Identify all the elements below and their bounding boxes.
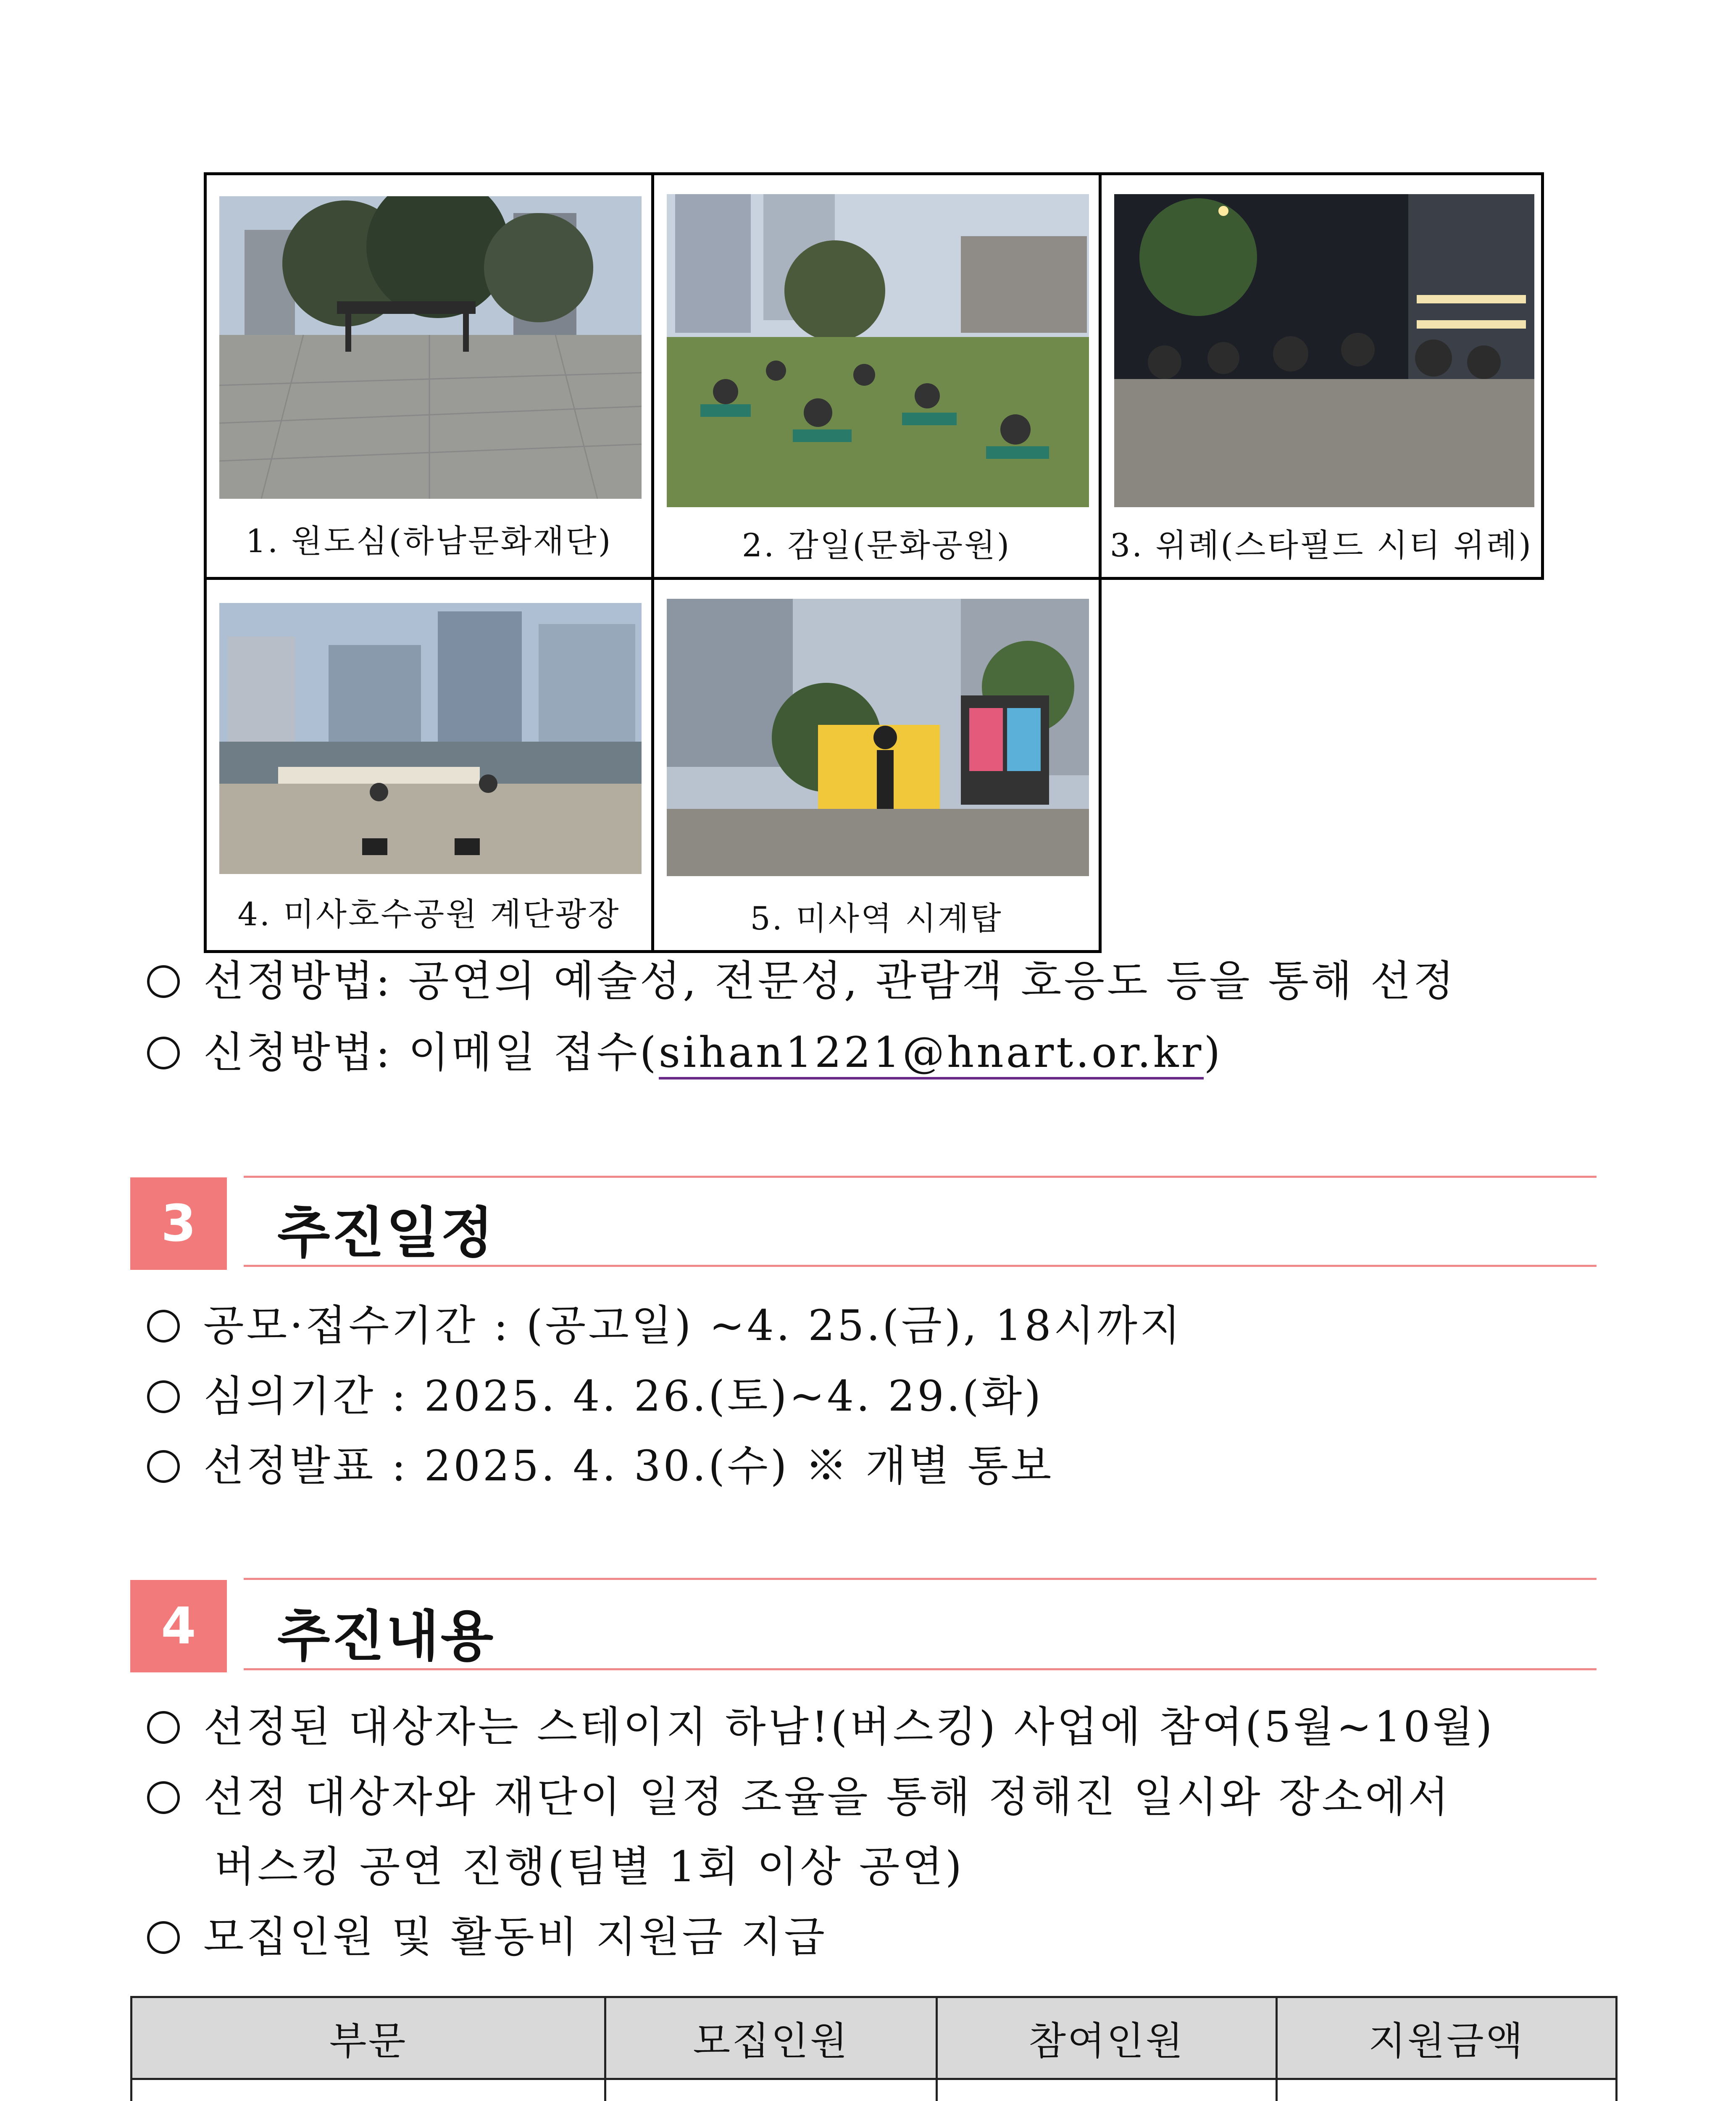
cell-participants — [936, 2079, 1276, 2101]
bullet-circle-icon — [147, 1380, 180, 1413]
section-3-top-rule — [244, 1176, 1597, 1178]
cell-recruit-count — [605, 2079, 937, 2101]
cell-category — [132, 2079, 605, 2101]
section-4-top-rule — [244, 1578, 1597, 1580]
content-item-1: 선정된 대상자는 스테이지 하남!(버스킹) 사업에 참여(5월~10월) — [147, 1700, 1495, 1754]
email-link[interactable]: sihan1221@hnart.or.kr — [659, 1028, 1204, 1079]
table-row — [132, 2079, 1617, 2101]
photo-cell-3 — [1099, 172, 1544, 580]
schedule-item-2: 심의기간 : 2025. 4. 26.(토)~4. 29.(화) — [147, 1369, 1043, 1424]
photo-misa-station — [667, 599, 1089, 876]
header-category: 부문 — [132, 1997, 605, 2079]
section-4-number: 4 — [130, 1580, 227, 1672]
section-3-number: 3 — [130, 1177, 227, 1270]
bullet-circle-icon — [147, 965, 180, 998]
photo-cell-4 — [204, 577, 654, 953]
photo-cell-2 — [651, 172, 1102, 580]
schedule-item-3: 선정발표 : 2025. 4. 30.(수) ※ 개별 통보 — [147, 1439, 1054, 1493]
bullet-circle-icon — [147, 1037, 180, 1069]
cell-support-amount — [1276, 2079, 1616, 2101]
photo-cell-1 — [204, 172, 654, 580]
recruitment-table — [130, 1996, 1618, 2101]
bullet-circle-icon — [147, 1450, 180, 1483]
bullet-circle-icon — [147, 1781, 180, 1814]
header-participants: 참여인원 — [936, 1997, 1276, 2079]
photo-caption-1: 1. 원도심(하남문화재단) — [245, 522, 613, 560]
bullet-circle-icon — [147, 1310, 180, 1343]
photo-caption-4: 4. 미사호수공원 계단광장 — [237, 895, 621, 933]
photo-cell-5 — [651, 577, 1102, 953]
table-header-row — [132, 1997, 1617, 2079]
bullet-circle-icon — [147, 1921, 180, 1954]
content-item-3: 모집인원 및 활동비 지원금 지급 — [147, 1910, 827, 1964]
photo-gamil — [667, 194, 1089, 507]
application-method: 신청방법: 이메일 접수(sihan1221@hnart.or.kr) — [147, 1025, 1223, 1080]
header-recruit-count: 모집인원 — [605, 1997, 937, 2079]
schedule-item-1: 공모·접수기간 : (공고일) ~4. 25.(금), 18시까지 — [147, 1298, 1183, 1353]
section-3-bottom-rule — [244, 1265, 1597, 1267]
photo-caption-2: 2. 감일(문화공원) — [742, 527, 1011, 564]
bullet-circle-icon — [147, 1711, 180, 1744]
section-3-title: 추진일정 — [277, 1201, 495, 1265]
content-item-2-continuation: 버스킹 공연 진행(팀별 1회 이상 공연) — [214, 1842, 964, 1891]
photo-wondosim — [219, 196, 642, 499]
selection-method: 선정방법: 공연의 예술성, 전문성, 관람객 호응도 등을 통해 선정 — [147, 954, 1457, 1008]
section-4-bottom-rule — [244, 1668, 1597, 1670]
header-support-amount: 지원금액 — [1276, 1997, 1616, 2079]
section-4-title: 추진내용 — [277, 1604, 495, 1668]
photo-misa-lake — [219, 603, 642, 874]
photo-caption-5: 5. 미사역 시계탑 — [750, 900, 1003, 937]
photo-caption-3: 3. 위례(스타필드 시티 위례) — [1110, 527, 1533, 564]
photo-wirye — [1114, 194, 1534, 507]
content-item-2: 선정 대상자와 재단이 일정 조율을 통해 정해진 일시와 장소에서 — [147, 1770, 1451, 1825]
